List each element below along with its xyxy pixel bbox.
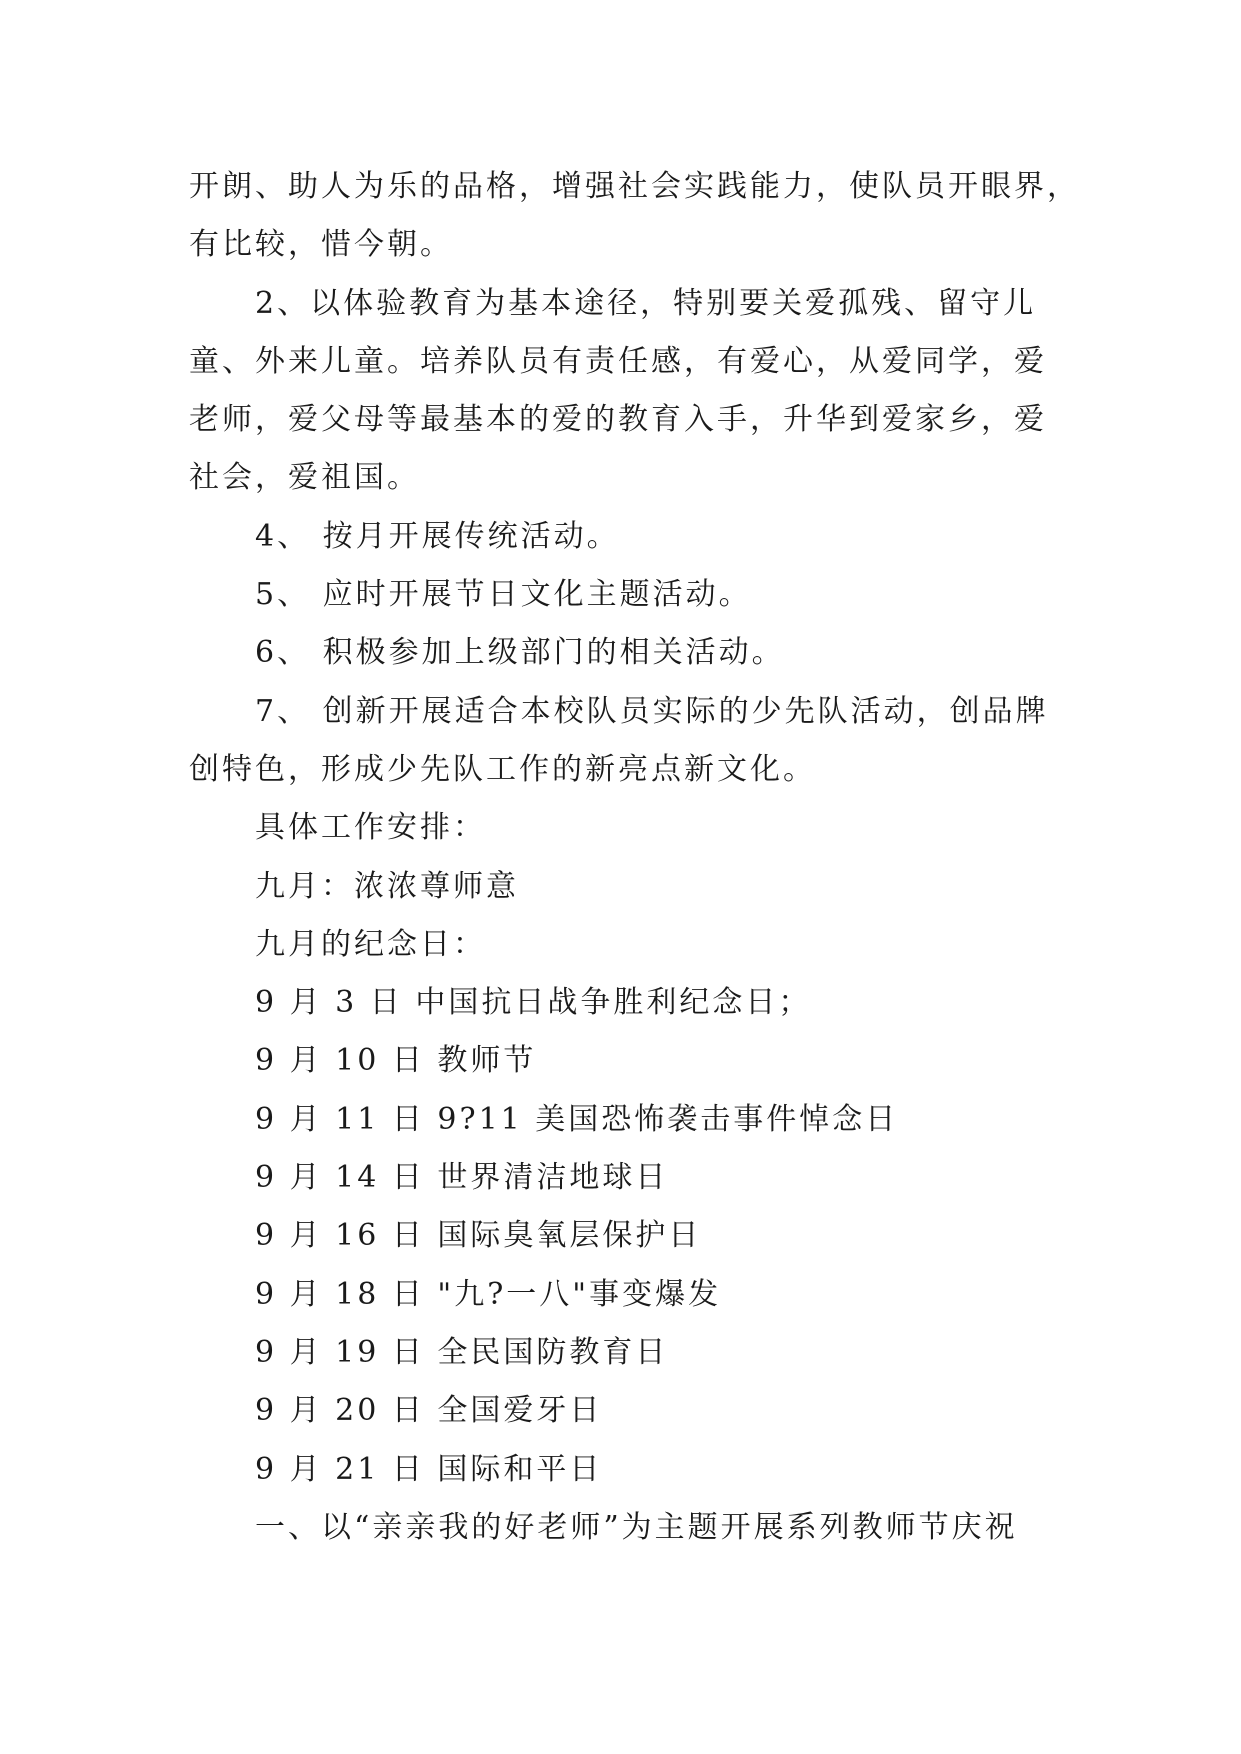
list-item: 5、 应时开展节日文化主题活动。: [255, 577, 752, 613]
paragraph-line: 社会，爱祖国。: [189, 460, 420, 496]
list-item: 7、 创新开展适合本校队员实际的少先队活动，创品牌: [255, 693, 1049, 729]
section-heading: 具体工作安排：: [255, 810, 486, 846]
paragraph-line: 2、以体验教育为基本途径，特别要关爱孤残、留守儿: [255, 285, 1037, 321]
paragraph-line: 开朗、助人为乐的品格，增强社会实践能力，使队员开眼界，: [189, 169, 1080, 204]
list-item: 4、 按月开展传统活动。: [255, 518, 620, 554]
subheading: 九月的纪念日：: [255, 926, 486, 962]
date-entry: 9 月 21 日 国际和平日: [255, 1451, 603, 1487]
date-entry: 9 月 10 日 教师节: [255, 1043, 537, 1079]
paragraph-line: 一、以“亲亲我的好老师”为主题开展系列教师节庆祝: [255, 1509, 1018, 1545]
date-entry: 9 月 16 日 国际臭氧层保护日: [255, 1218, 702, 1254]
date-entry: 9 月 11 日 9?11 美国恐怖袭击事件悼念日: [255, 1101, 899, 1137]
date-entry: 9 月 3 日 中国抗日战争胜利纪念日；: [255, 985, 812, 1021]
list-item: 6、 积极参加上级部门的相关活动。: [255, 635, 785, 671]
date-entry: 9 月 14 日 世界清洁地球日: [255, 1160, 669, 1196]
paragraph-line: 老师，爱父母等最基本的爱的教育入手，升华到爱家乡，爱: [189, 402, 1047, 438]
paragraph-line: 创特色，形成少先队工作的新亮点新文化。: [189, 751, 816, 787]
document-body: [189, 158, 1080, 1557]
paragraph-line: 有比较，惜今朝。: [189, 227, 453, 263]
date-entry: 9 月 19 日 全民国防教育日: [255, 1334, 669, 1370]
paragraph-line: 童、外来儿童。培养队员有责任感，有爱心，从爱同学，爱: [189, 343, 1047, 379]
date-entry: 9 月 20 日 全国爱牙日: [255, 1393, 603, 1429]
date-entry: 9 月 18 日 "九?一八"事变爆发: [255, 1276, 722, 1312]
month-heading: 九月：浓浓尊师意: [255, 868, 519, 904]
